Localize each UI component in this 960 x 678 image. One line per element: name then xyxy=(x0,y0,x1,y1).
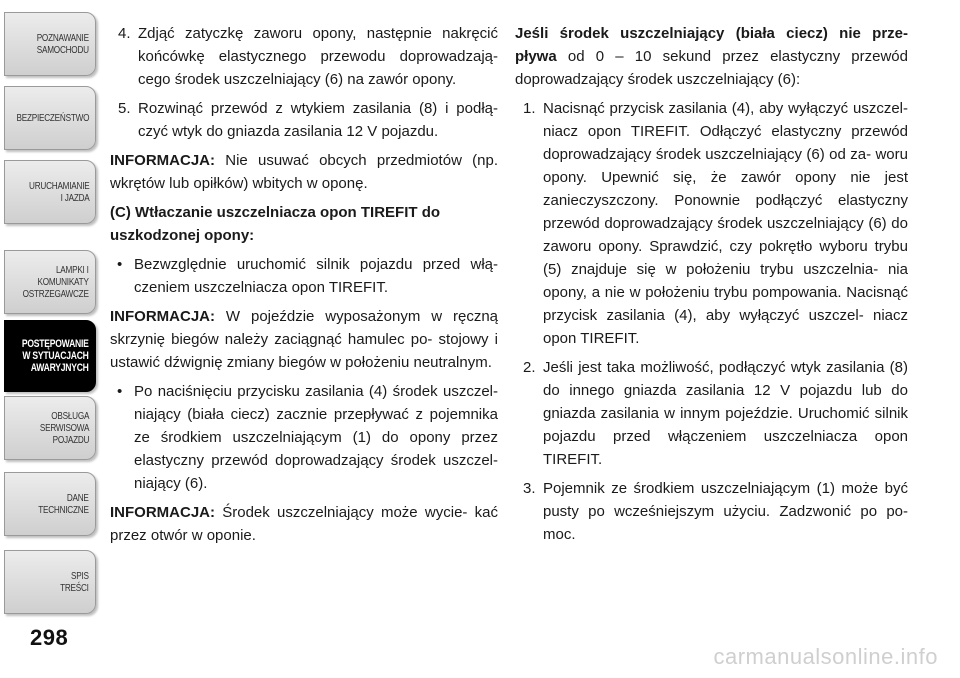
tab-label: OBSŁUGA SERWISOWA POJAZDU xyxy=(39,410,89,446)
step-number: 1. xyxy=(523,100,536,117)
tab-lampki-i-komunikaty[interactable] xyxy=(4,250,96,314)
section-heading: (C) Wtłaczanie uszczelniacza opon TIREFIT do uszkodzonej opony: xyxy=(110,204,441,244)
step-3 xyxy=(515,477,908,546)
bullet-marker: • xyxy=(117,383,123,400)
bullet-text: Bezwzględnie uruchomić silnik pojazdu przed włą- czeniem uszczelniacza opon TIREFIT. xyxy=(134,256,498,296)
bullet-text: Po naciśnięciu przycisku zasilania (4) środek uszczel- niający (biała ciecz) zacznie przepływać z pojemnika ze środkiem uszczelniającym (1) do opony przez elastyczny przewód doprowadzający środek uszczel- niający (6). xyxy=(134,383,498,492)
left-column xyxy=(110,22,498,553)
intro-text: od 0 – 10 sekund przez elastyczny przewód doprowadzający środek uszczelniający (6): xyxy=(515,48,908,88)
tab-label: URUCHAMIANIE I JAZDA xyxy=(28,180,89,204)
tab-dane-techniczne[interactable] xyxy=(4,472,96,536)
step-5 xyxy=(110,97,498,143)
step-4 xyxy=(110,22,498,91)
step-text: Nacisnąć przycisk zasilania (4), aby wyłączyć uszczel- niacz opon TIREFIT. Odłączyć elastyczny przewód doprowadzający środek uszczelniający (6) od za- woru opony. Upewnić się, że zawór opony nie jest zanieczyszczony. Ponownie podłączyć elastyczny przewód doprowadzający środek uszczelniający (6) do zaworu opony. Sprawdzić, czy pokrętło wyboru trybu (5) znajduje się w położeniu trybu uszczelnia- nia opony, a nie w położeniu trybu pompowania. Nacisnąć przycisk zasilania (4), aby wyłączyć uszczel- niacz opon TIREFIT. xyxy=(543,100,908,347)
step-text: Rozwinąć przewód z wtykiem zasilania (8) i podłą- czyć wtyk do gniazda zasilania 12 V pojazdu. xyxy=(138,100,498,140)
info-note xyxy=(110,149,498,195)
page-number: 298 xyxy=(30,625,69,650)
tab-bezpieczenstwo[interactable] xyxy=(4,86,96,150)
intro-lead: Jeśli środek uszczelniający (biała ciecz) nie prze- pływa xyxy=(515,25,908,65)
step-2 xyxy=(515,356,908,471)
info-note xyxy=(110,501,498,547)
step-number: 3. xyxy=(523,480,536,497)
info-label: INFORMACJA: xyxy=(110,504,215,521)
info-note xyxy=(110,305,498,374)
step-number: 2. xyxy=(523,359,536,376)
tab-spis-tresci[interactable] xyxy=(4,550,96,614)
bullet-item xyxy=(110,253,498,299)
tab-label: SPIS TREŚCI xyxy=(60,570,89,594)
step-text: Jeśli jest taka możliwość, podłączyć wtyk zasilania (8) do innego gniazda zasilania 12 V pojazdu lub do gniazda zasilania w innym pojeździe. Uruchomić silnik pojazdu przed włączeniem uszczelniacza opon TIREFIT. xyxy=(543,359,908,468)
step-text: Zdjąć zatyczkę zaworu opony, następnie nakręcić końcówkę elastycznego przewodu doprowadzają- cego środek uszczelniający (6) na zawór opony. xyxy=(138,25,498,88)
side-tab-navigation xyxy=(0,0,102,620)
info-label: INFORMACJA: xyxy=(110,308,215,325)
tab-poznawanie-samochodu[interactable] xyxy=(4,12,96,76)
watermark: carmanualsonline.info xyxy=(713,644,938,669)
bullet-item xyxy=(110,380,498,495)
tab-postepowanie-w-sytuacjach-awaryjnych[interactable] xyxy=(4,320,96,392)
info-label: INFORMACJA: xyxy=(110,152,215,169)
info-text: Środek uszczelniający może wycie- kać przez otwór w oponie. xyxy=(110,504,498,544)
bullet-marker: • xyxy=(117,256,123,273)
right-column xyxy=(515,22,908,552)
tab-label: LAMPKI I KOMUNIKATY OSTRZEGAWCZE xyxy=(22,264,89,300)
tab-label: BEZPIECZEŃSTWO xyxy=(16,112,89,124)
step-number: 5. xyxy=(118,100,131,117)
tab-label: POZNAWANIE SAMOCHODU xyxy=(36,32,89,56)
info-text: W pojeździe wyposażonym w ręczną skrzynię biegów należy zaciągnąć hamulec po- stojowy i ustawić dźwignię zmiany biegów w położeniu neutralnym. xyxy=(110,308,498,371)
step-number: 4. xyxy=(118,25,131,42)
tab-uruchamianie-i-jazda[interactable] xyxy=(4,160,96,224)
tab-label: POSTĘPOWANIE W SYTUACJACH AWARYJNYCH xyxy=(22,338,89,374)
info-text: Nie usuwać obcych przedmiotów (np. wkrętów lub opiłków) wbitych w oponę. xyxy=(110,152,498,192)
tab-label: DANE TECHNICZNE xyxy=(38,492,89,516)
tab-obsluga-serwisowa[interactable] xyxy=(4,396,96,460)
intro-paragraph xyxy=(515,22,908,91)
step-text: Pojemnik ze środkiem uszczelniającym (1) może być pusty po wcześniejszym użyciu. Zadzwonić po po- moc. xyxy=(543,480,908,543)
step-1 xyxy=(515,97,908,350)
